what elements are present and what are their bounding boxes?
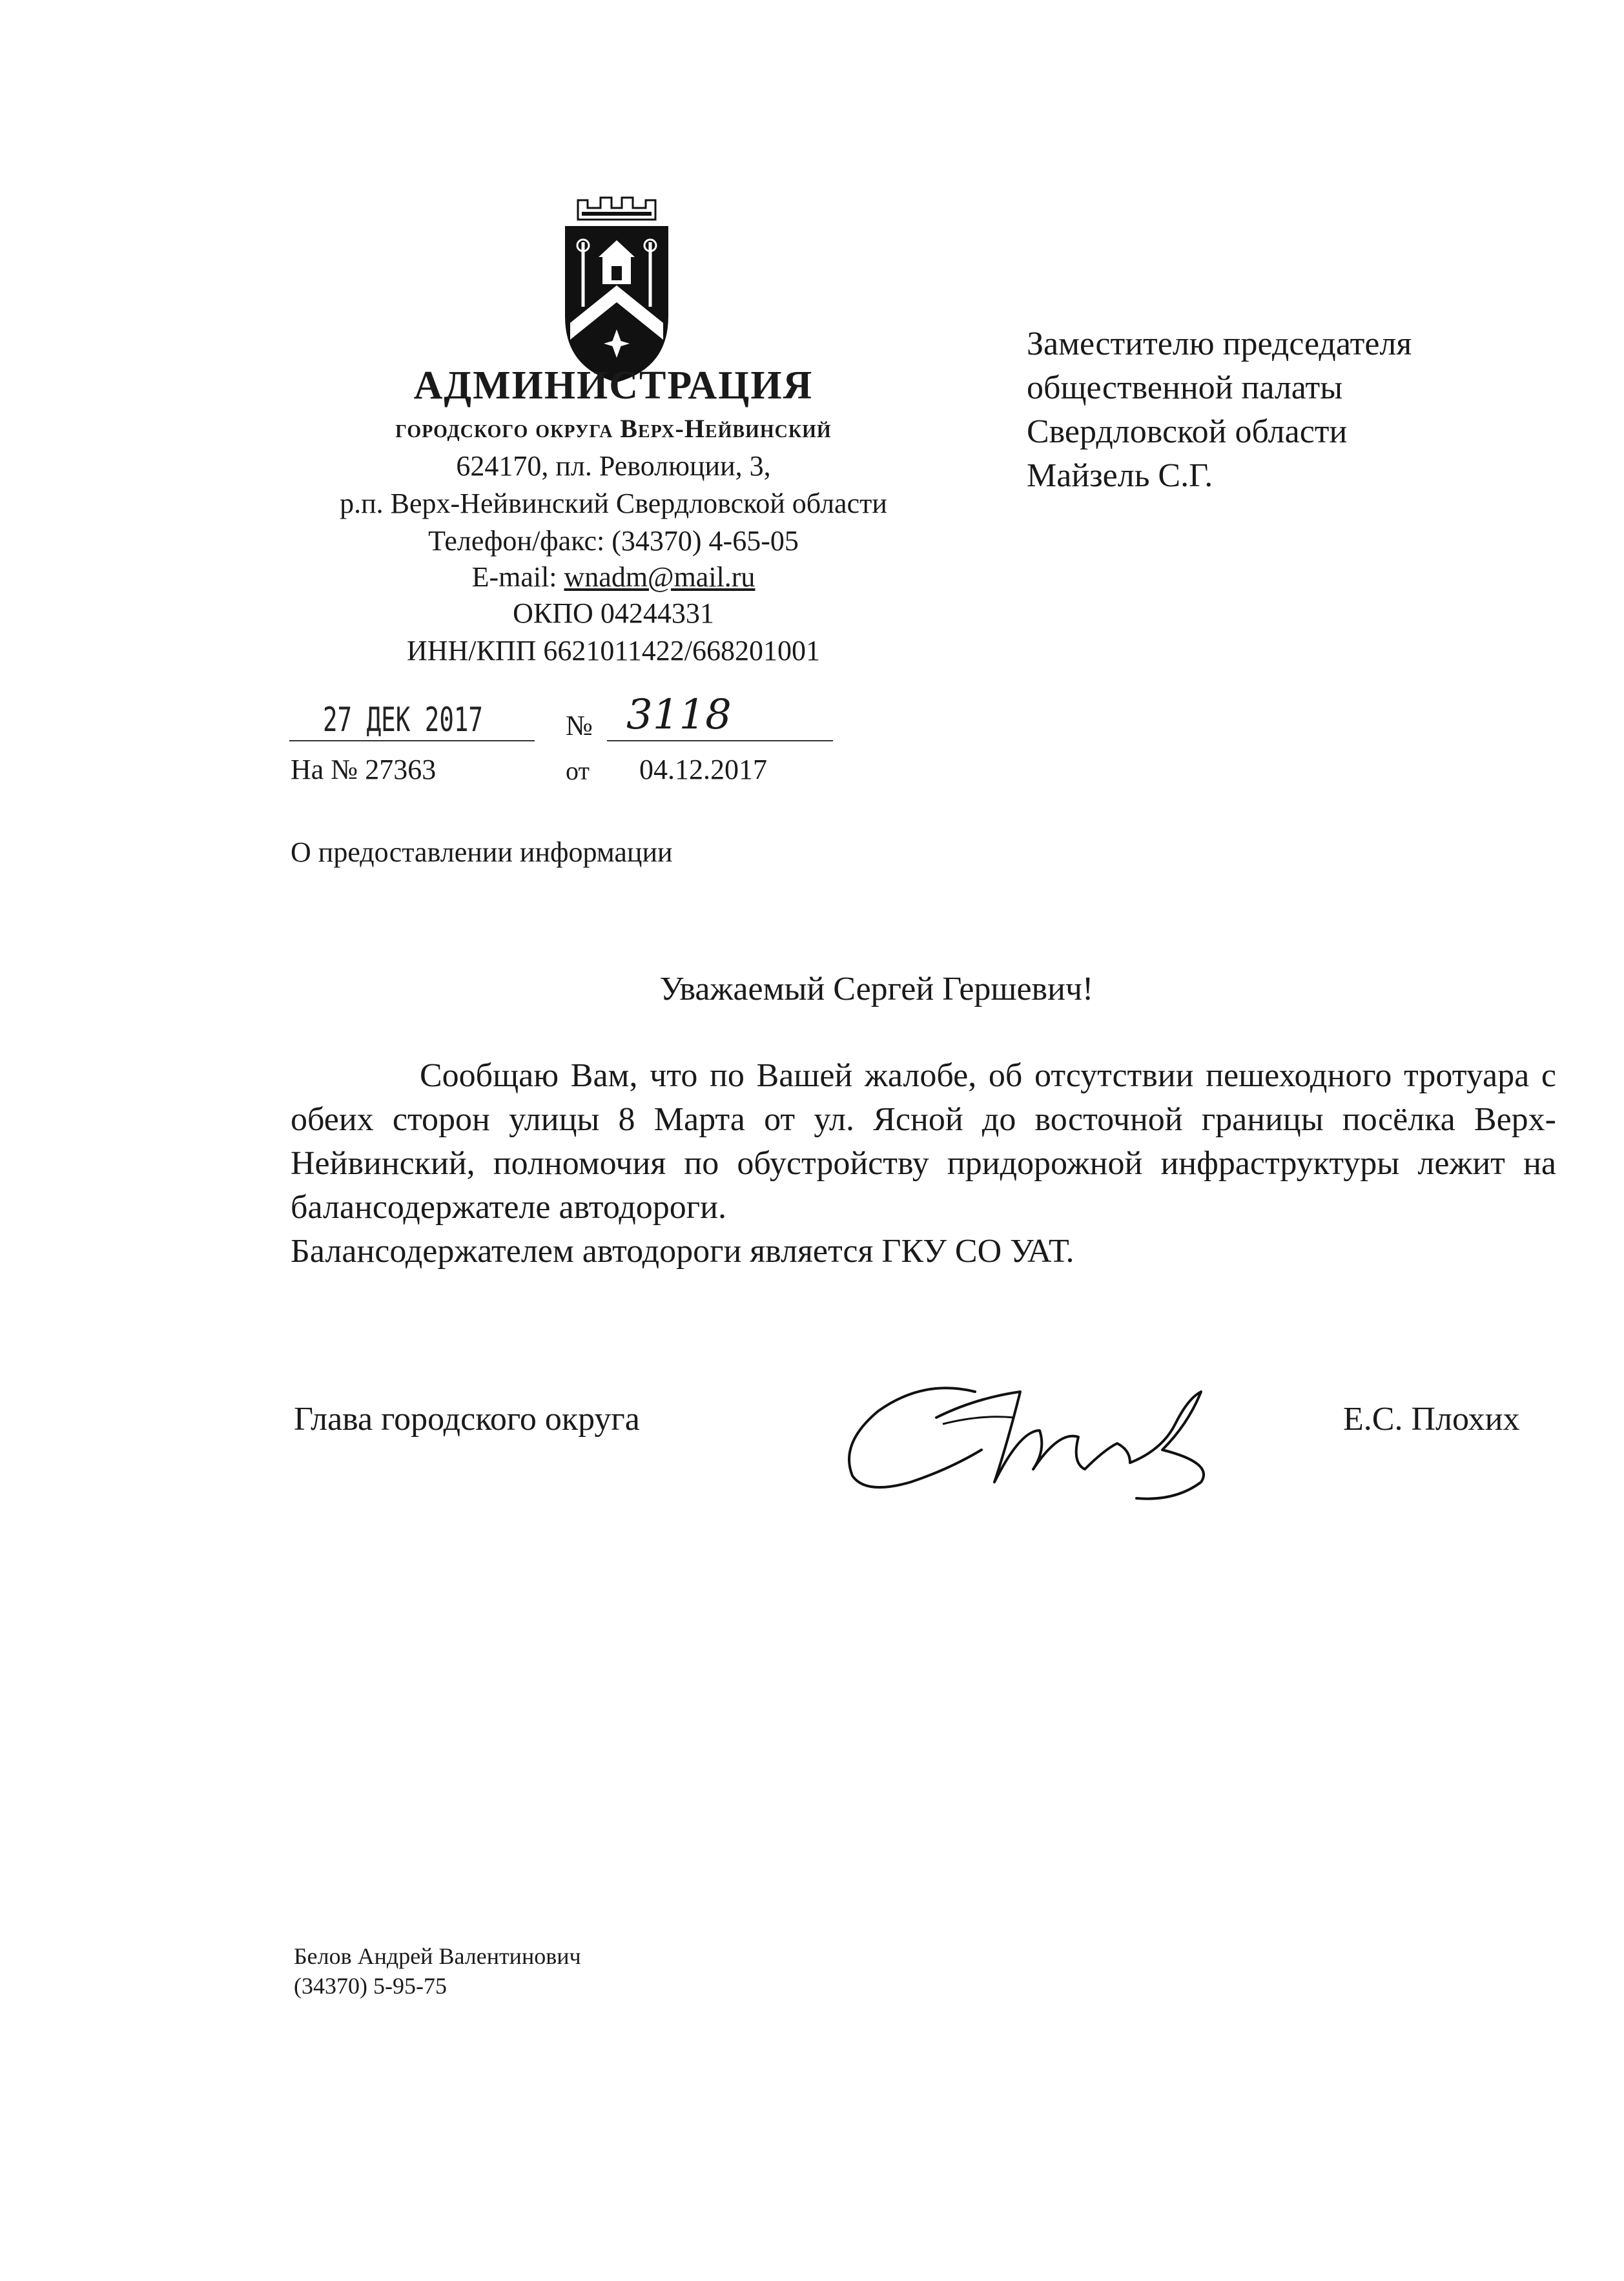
organization-title: АДМИНИСТРАЦИЯ [413, 364, 814, 408]
recipient-name: Майзель С.Г. [1027, 457, 1213, 494]
inn-kpp-code: ИНН/КПП 6621011422/668201001 [406, 635, 821, 666]
email-link[interactable]: wnadm@mail.ru [564, 561, 755, 593]
letter-greeting: Уважаемый Сергей Гершевич! [659, 971, 1094, 1007]
letter-paragraph-2: Балансодержателем автодороги является ГКУ СО УАТ. [291, 1233, 1074, 1270]
registration-number-label: № [566, 710, 593, 741]
reference-date: 04.12.2017 [639, 754, 767, 785]
registration-date-stamp: 27 ДЕК 2017 [323, 701, 483, 739]
letter-body [291, 1054, 1556, 1274]
reference-from-label: от [566, 756, 590, 785]
organization-subtitle: городского округа Верх-Нейвинский [395, 414, 832, 443]
registration-number: 3118 [626, 691, 732, 739]
signatory-position: Глава городского округа [294, 1401, 640, 1438]
address-line-2: р.п. Верх-Нейвинский Свердловской области [340, 488, 887, 519]
reference-number: На № 27363 [291, 754, 437, 785]
number-underline [607, 740, 833, 741]
coat-of-arms-emblem [552, 194, 681, 387]
email-line [271, 559, 956, 595]
address-line-1: 624170, пл. Революции, 3, [456, 450, 771, 482]
signatory-name: Е.С. Плохих [1343, 1401, 1520, 1438]
okpo-code: ОКПО 04244331 [513, 597, 714, 629]
letter-subject: О предоставлении информации [291, 836, 673, 868]
letter-paragraph-1: Сообщаю Вам, что по Вашей жалобе, об отсутствии пешеходного тротуара с обеих сторон улицы 8 Марта от ул. Ясной до восточной границы посёлка Верх-Нейвинский, полномочия по обустройству придорожной инфраструктуры лежит на балансодержателе автодороги. [291, 1057, 1556, 1226]
handwritten-signature [827, 1353, 1240, 1508]
recipient-line-1: Заместителю председателя [1027, 325, 1412, 362]
recipient-line-2: общественной палаты [1027, 369, 1343, 406]
date-underline [289, 740, 535, 741]
email-label: E-mail: [471, 561, 564, 593]
phone-fax: Телефон/факс: (34370) 4-65-05 [428, 525, 799, 557]
recipient-line-3: Свердловской области [1027, 413, 1348, 450]
executor-phone: (34370) 5-95-75 [294, 1973, 447, 1999]
executor-name: Белов Андрей Валентинович [294, 1943, 581, 1969]
